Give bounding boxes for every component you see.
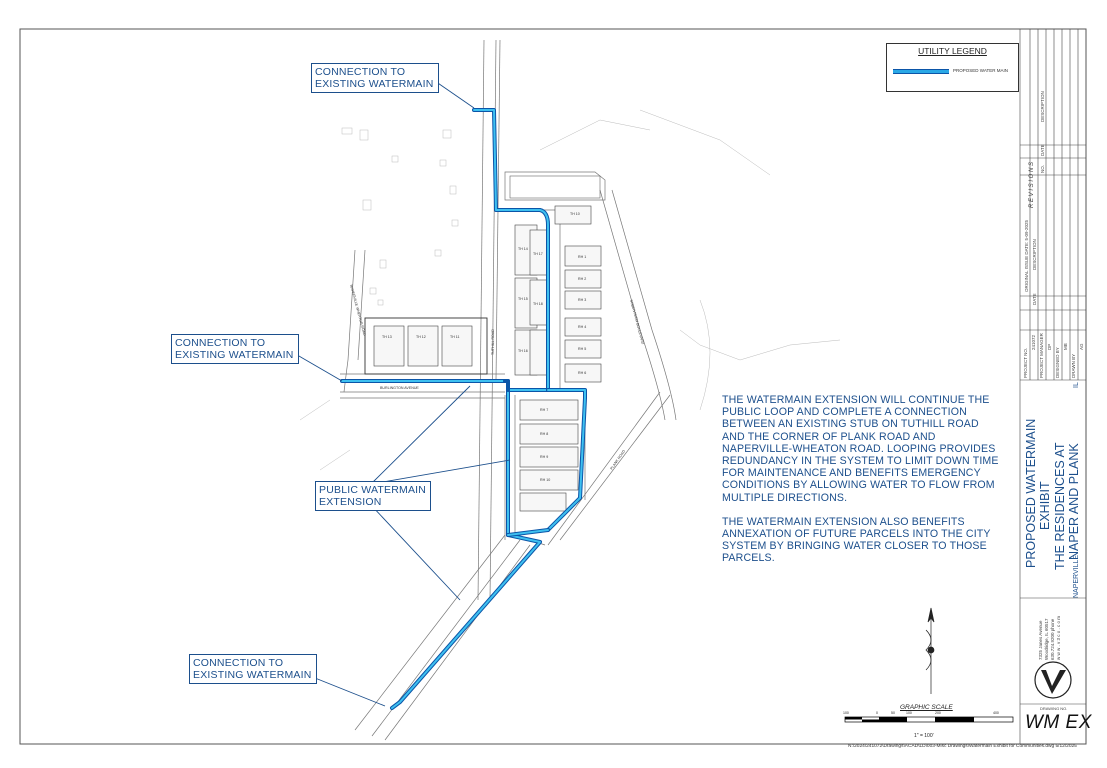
label-rh2: RH 2 [578,277,587,281]
north-arrow [926,608,934,694]
drawing-number: WM EX [1025,712,1092,733]
description-para-1: THE WATERMAIN EXTENSION WILL CONTINUE THE PUBLIC LOOP AND COMPLETE A CONNECTION BETWEEN AN EXISTING STUB ON TUTHILL ROAD AND THE CORNER OF PLANK ROAD AND NAPERVILLE-WHEATON ROAD. LOOPING PROVIDES REDUNDANCY IN THE SYSTEM TO LIMIT DOWN TIME FOR MAINTENANCE AND BENEFITS EMERGENCY CONDITIONS BY ALLOWING WATER TO FLOW FROM MULTIPLE DIRECTIONS. [722,394,999,504]
legend-water-main-line-icon [893,69,949,74]
road-label-burlington: BURLINGTON AVENUE [380,386,419,390]
label-th12: TH 12 [416,335,426,339]
revisions-header: R E V I S I O N S [1029,161,1035,208]
scale-tick: 400 [993,711,999,715]
date-header-2: DATE [1032,293,1037,305]
revisions-date-header: DATE [1040,144,1045,156]
label-rh5: RH 5 [578,347,587,351]
manager-label: PROJECT MANAGER [1039,333,1044,378]
drawn-value: AG [1079,343,1084,350]
label-th17: TH 17 [533,252,543,256]
callout-connection-left: CONNECTION TO EXISTING WATERMAIN [171,334,299,364]
company-address-1: 7325 Janes Avenue [1038,620,1043,660]
project-no-value: 241072 [1031,334,1036,350]
label-rh10: RH 10 [540,478,551,482]
label-th18: TH 18 [533,302,543,306]
label-th13: TH 13 [382,335,392,339]
road-label-plank: PLANK ROAD [609,449,627,471]
title-block-title: PROPOSED WATERMAIN [1024,418,1038,568]
description-header-2: DESCRIPTION [1032,239,1037,270]
label-th16: TH 16 [518,349,528,353]
sheet-border [20,29,1086,744]
title-block-state: IL [1073,382,1080,388]
label-rh4: RH 4 [578,325,587,329]
description-para-2: THE WATERMAIN EXTENSION ALSO BENEFITS ANNEXATION OF FUTURE PARCELS INTO THE CITY SYSTEM BY BRINGING WATER CLOSER TO THOSE PARCELS. [722,515,991,565]
road-label-tuthill: TUTHILL ROAD [491,329,495,355]
scale-tick: 200 [935,711,941,715]
scale-tick: 100 [906,711,912,715]
legend-title: UTILITY LEGEND [918,46,987,56]
label-rh8: RH 8 [540,432,549,436]
label-th14: TH 14 [518,247,528,251]
callout-connection-bottom: CONNECTION TO EXISTING WATERMAIN [189,654,317,684]
scale-tick: 0 [876,711,878,715]
manager-value: DP [1047,343,1052,350]
label-rh6: RH 6 [578,371,587,375]
scale-tick: 50 [891,711,895,715]
title-block-project-1: THE RESIDENCES AT [1053,442,1067,570]
company-address-3: 630.724.9200 phone [1050,618,1055,660]
designer-value: MB [1063,343,1068,350]
callout-public-watermain: PUBLIC WATERMAIN EXTENSION [315,481,431,511]
label-rh9: RH 9 [540,455,549,459]
file-path: N:\2024\241072\Drawings\ACAD\LD\003-Misc Drawings\Watermain Exhibit for Communities.dwg 5/12/2025 [848,744,1077,749]
label-th15: TH 15 [518,297,528,301]
scale-tick-labels [843,711,1018,717]
label-th10: TH 10 [570,212,580,216]
title-block-project-2: NAPER AND PLANK [1067,443,1081,560]
revisions-description-header: DESCRIPTION [1040,91,1045,122]
title-block-city: NAPERVILLE [1073,554,1080,598]
legend-item-label: PROPOSED WATER MAIN [953,68,1009,73]
company-address-4: w w w . v 3 c o . c o m [1056,615,1061,660]
graphic-scale-bar [845,717,1013,722]
drawn-label: DRAWN BY [1071,353,1076,378]
revisions-no-header: NO. [1040,164,1045,173]
description-note [722,394,1002,577]
graphic-scale-title: GRAPHIC SCALE [900,704,953,711]
graphic-scale-label: 1" = 100' [914,733,934,739]
label-th11: TH 11 [450,335,460,339]
designer-label: DESIGNED BY [1055,347,1060,378]
original-issue-date: ORIGINAL ISSUE DATE: 5-09-2025 [1024,219,1029,292]
company-address-2: Woodridge, IL 60517 [1044,618,1049,660]
utility-legend [886,43,1019,92]
title-block-exhibit: EXHIBIT [1038,481,1052,530]
label-rh3: RH 3 [578,298,587,302]
label-rh1: RH 1 [578,255,587,259]
road-label-naperville-wheaton: NAPERVILLE WHEATON ROAD [349,284,367,337]
company-logo [1035,662,1071,698]
scale-tick: 100 [843,711,849,715]
callout-connection-top: CONNECTION TO EXISTING WATERMAIN [311,63,439,93]
drawing-no-label: DRAWING NO. [1040,706,1068,711]
road-label-subdivision: SUBDIVISION BOULEVARD [629,299,645,345]
label-rh7: RH 7 [540,408,549,412]
project-no-label: PROJECT NO. [1023,347,1028,378]
building-footprints [365,176,601,511]
